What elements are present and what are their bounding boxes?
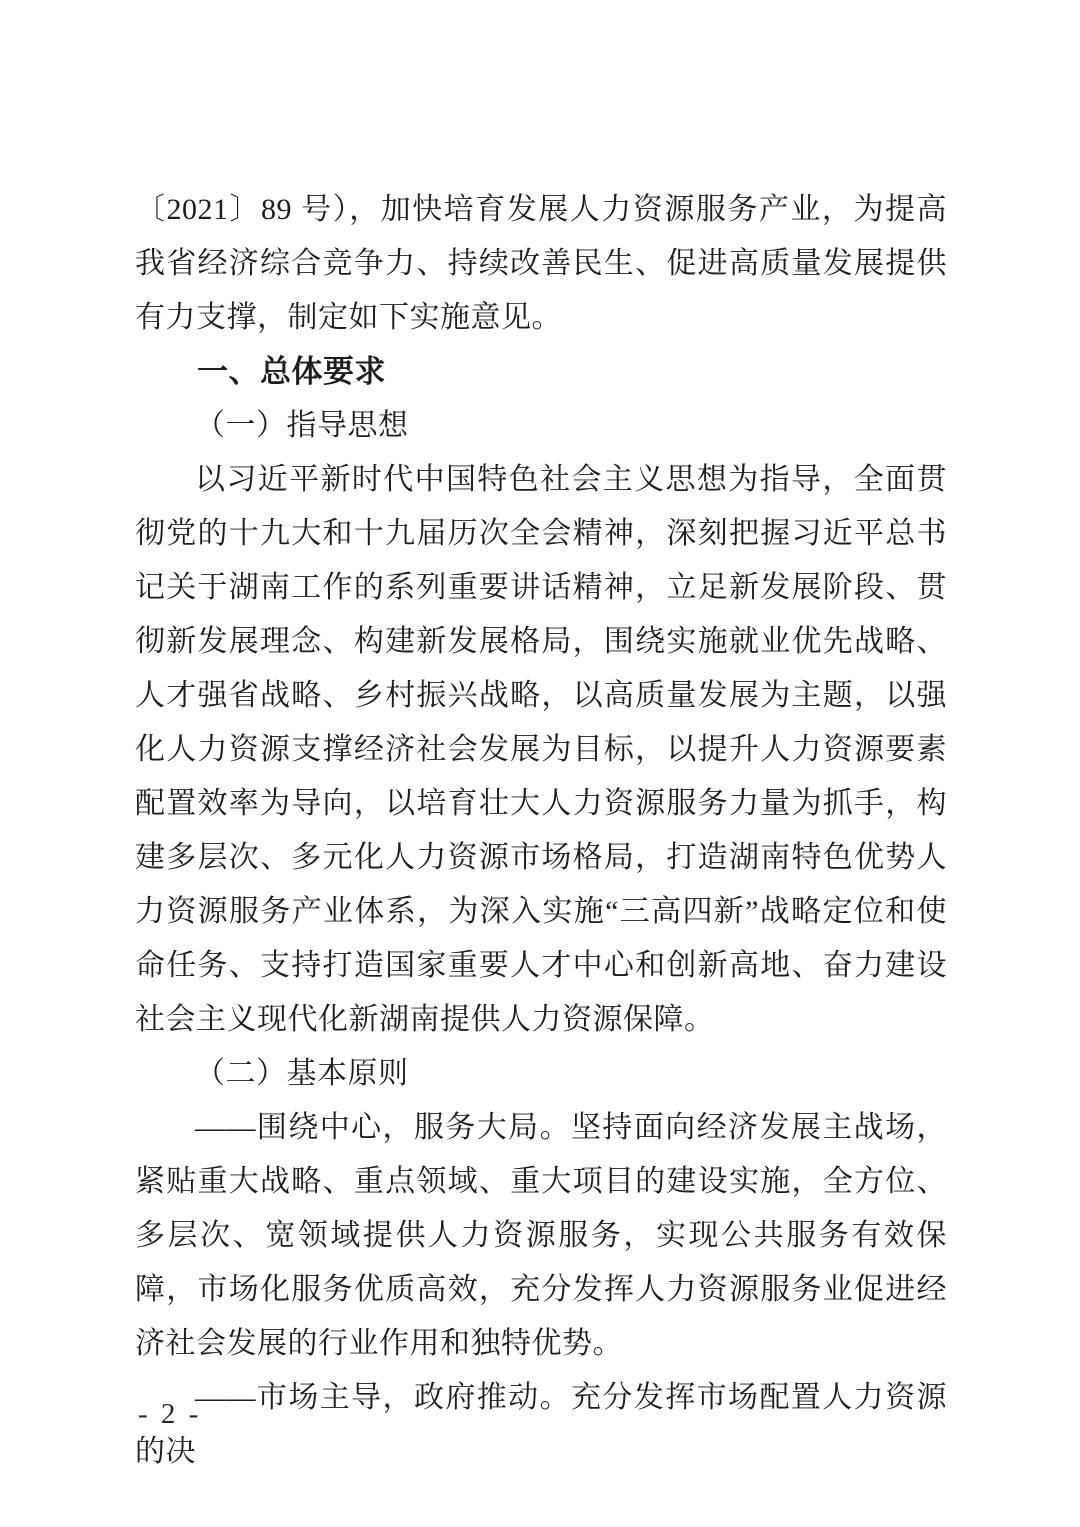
paragraph-principle-1: ——围绕中心，服务大局。坚持面向经济发展主战场，紧贴重大战略、重点领域、重大项目的建设实施，全方位、多层次、宽领域提供人力资源服务，实现公共服务有效保障，市场化服务优质高效，充分发挥人力资源服务业促进经济社会发展的行业作用和独特优势。 — [135, 1111, 947, 1360]
document-body — [135, 183, 947, 1479]
section-1-heading: 一、总体要求 — [197, 354, 386, 389]
page-number: - 2 - — [138, 1398, 202, 1430]
subsection-1-heading: （一）指导思想 — [195, 409, 409, 442]
paragraph-intro-continuation: 〔2021〕89 号），加快培育发展人力资源服务产业，为提高我省经济综合竞争力、持续改善民生、促进高质量发展提供有力支撑，制定如下实施意见。 — [135, 193, 947, 334]
paragraph-principle-2-partial: ——市场主导，政府推动。充分发挥市场配置人力资源的决 — [135, 1381, 947, 1468]
paragraph-guiding-thought: 以习近平新时代中国特色社会主义思想为指导，全面贯彻党的十九大和十九届历次全会精神，深刻把握习近平总书记关于湖南工作的系列重要讲话精神，立足新发展阶段、贯彻新发展理念、构建新发展格局，围绕实施就业优先战略、人才强省战略、乡村振兴战略，以高质量发展为主题，以强化人力资源支撑经济社会发展为目标，以提升人力资源要素配置效率为导向，以培育壮大人力资源服务力量为抓手，构建多层次、多元化人力资源市场格局，打造湖南特色优势人力资源服务产业体系，为深入实施“三高四新”战略定位和使命任务、支持打造国家重要人才中心和创新高地、奋力建设社会主义现代化新湖南提供人力资源保障。 — [135, 463, 947, 1036]
subsection-2-heading: （二）基本原则 — [195, 1057, 409, 1090]
